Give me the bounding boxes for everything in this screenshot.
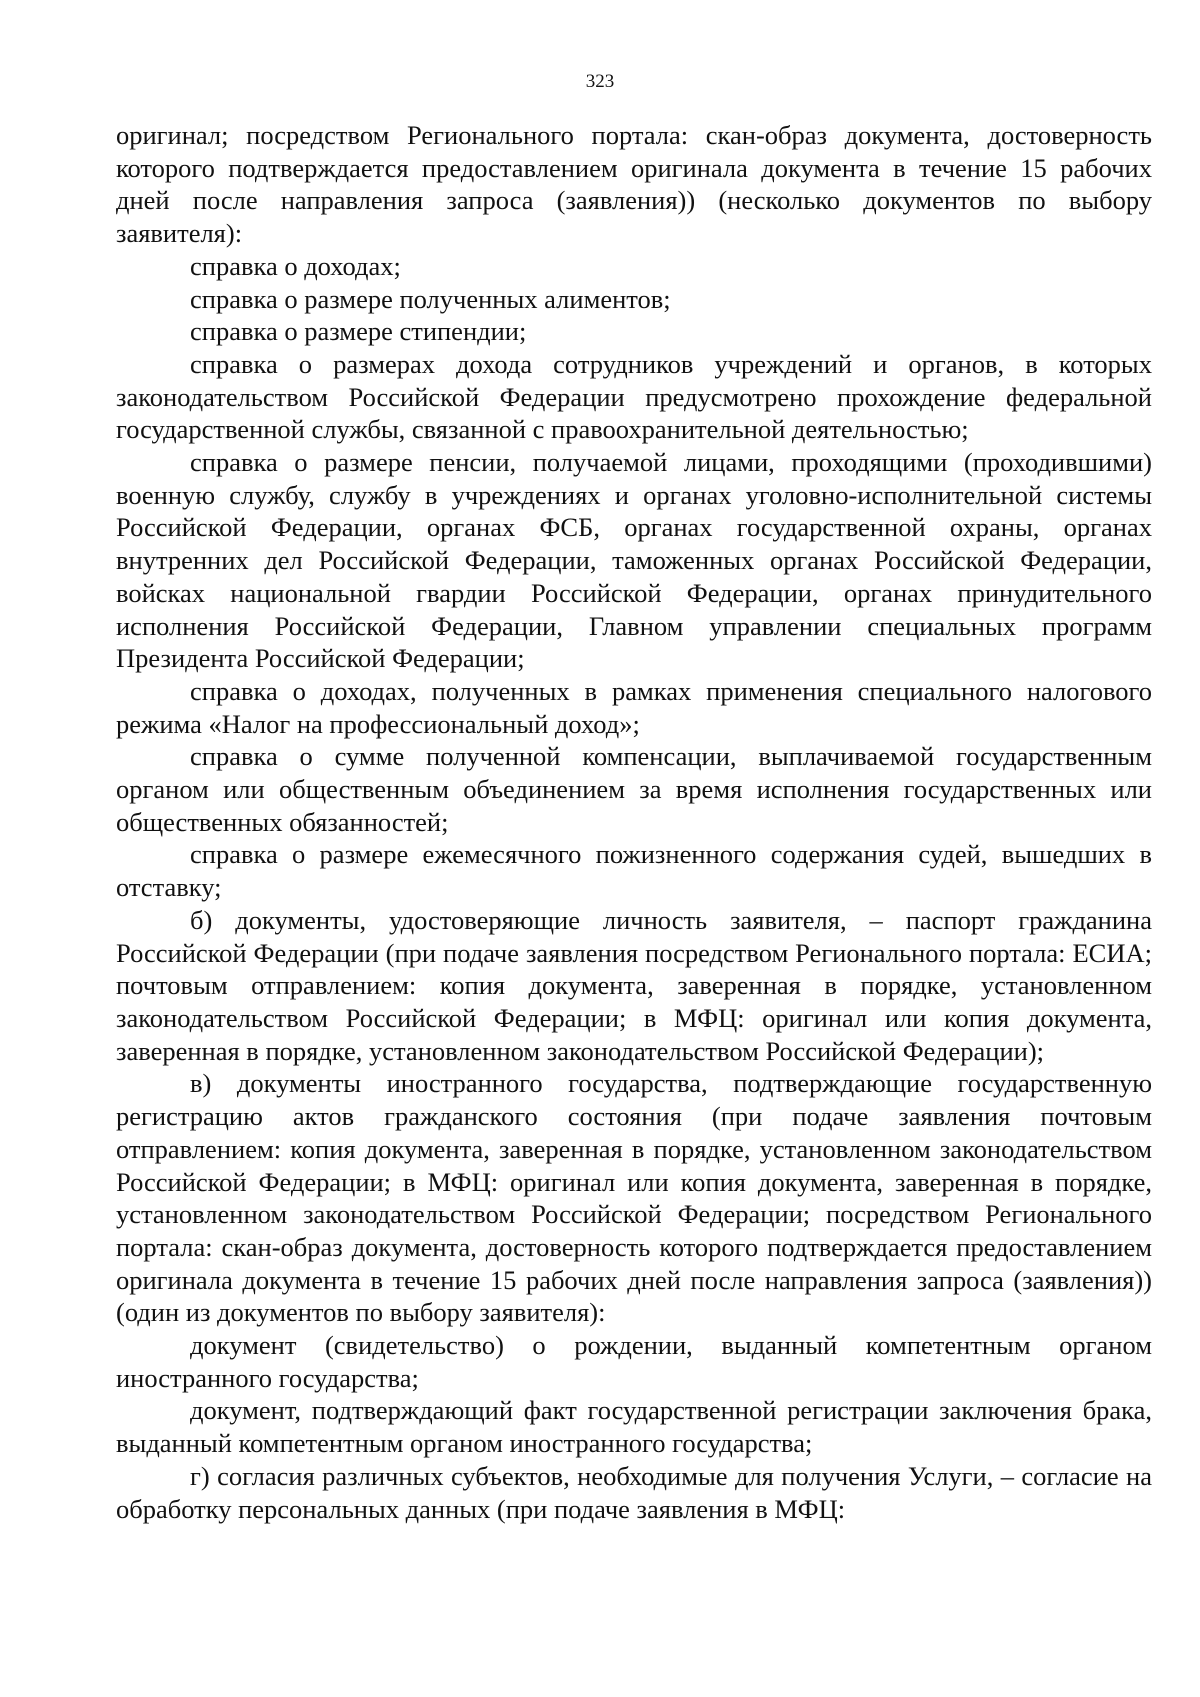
paragraph: справка о размере стипендии; <box>190 316 527 347</box>
page-number: 323 <box>585 71 615 92</box>
paragraph: документ (свидетельство) о рождении, выданный компетентным органом иностранного государства; <box>116 1330 1152 1393</box>
paragraph: справка о размере полученных алиментов; <box>190 283 671 314</box>
paragraph: документ, подтверждающий факт государственной регистрации заключения брака, выданный компетентным органом иностранного государства; <box>116 1395 1152 1459</box>
paragraph: справка о доходах, полученных в рамках применения специального налогового режима «Налог на профессиональный доход»; <box>116 675 1152 739</box>
paragraph: справка о сумме полученной компенсации, выплачиваемой государственным органом или общественным объединением за время исполнения государственных или общественных обязанностей; <box>116 741 1152 837</box>
document-body <box>116 119 1152 1525</box>
paragraph: в) документы иностранного государства, подтверждающие государственную регистрацию актов гражданского состояния (при подаче заявления почтовым отправлением: копия документа, заверенная в порядке, установленном законодательством Российской Федерации; в МФЦ: оригинал или копия документа, заверенная в порядке, установленном законодательством Российской Федерации; посредством Регионального портала: скан-образ документа, достоверность которого подтверждается предоставлением оригинала документа в течение 15 рабочих дней после направления запроса (заявления)) (один из документов по выбору заявителя): <box>116 1068 1152 1328</box>
paragraph: б) документы, удостоверяющие личность заявителя, – паспорт гражданина Российской Федерации (при подаче заявления посредством Регионального портала: ЕСИА; почтовым отправлением: копия документа, заверенная в порядке, установленном законодательством Российской Федерации; в МФЦ: оригинал или копия документа, заверенная в порядке, установленном законодательством Российской Федерации); <box>116 904 1152 1066</box>
paragraph: справка о размерах дохода сотрудников учреждений и органов, в которых законодательством Российской Федерации предусмотрено прохождение федеральной государственной службы, связанной с правоохранительной деятельностью; <box>116 348 1152 445</box>
paragraph: справка о размере ежемесячного пожизненного содержания судей, вышедших в отставку; <box>116 839 1152 903</box>
paragraph: оригинал; посредством Регионального портала: скан-образ документа, достоверность которого подтверждается предоставлением оригинала документа в течение 15 рабочих дней после направления запроса (заявления)) (несколько документов по выбору заявителя): <box>116 120 1152 249</box>
paragraph: г) согласия различных субъектов, необходимые для получения Услуги, – согласие на обработку персональных данных (при подаче заявления в МФЦ: <box>116 1460 1152 1524</box>
paragraph: справка о доходах; <box>190 250 401 281</box>
paragraph: справка о размере пенсии, получаемой лицами, проходящими (проходившими) военную службу, службу в учреждениях и органах уголовно-исполнительной системы Российской Федерации, органах ФСБ, органах государственной охраны, органах внутренних дел Российской Федерации, таможенных органах Российской Федерации, войсках национальной гвардии Российской Федерации, органах принудительного исполнения Российской Федерации, Главном управлении специальных программ Президента Российской Федерации; <box>116 447 1152 674</box>
